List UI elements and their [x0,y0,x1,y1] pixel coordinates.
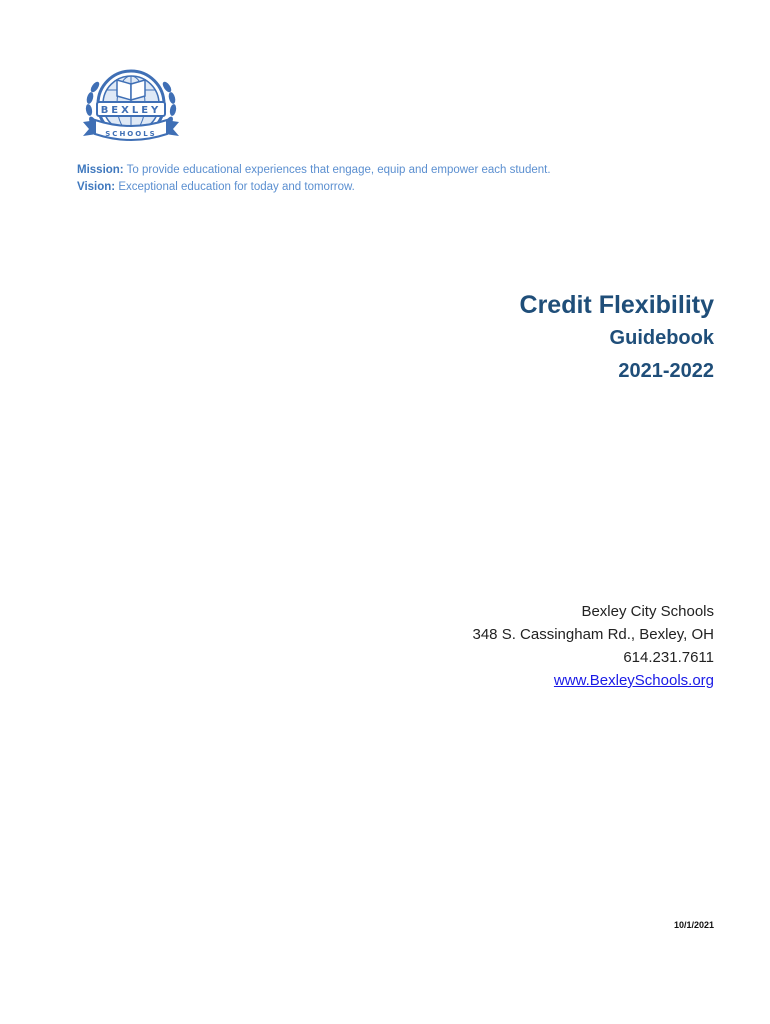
logo-ribbon-text: SCHOOLS [105,130,157,138]
organization-name: Bexley City Schools [581,603,714,620]
mission-vision-block [77,162,551,196]
document-title-block [520,288,714,388]
vision-text: Exceptional education for today and tomorrow. [118,181,355,193]
mission-line [77,162,551,179]
document-subtitle: Guidebook [609,327,714,349]
mission-text: To provide educational experiences that engage, equip and empower each student. [126,164,551,176]
phone-number: 614.231.7611 [623,649,714,666]
contact-block [473,600,715,692]
bexley-schools-logo [79,60,183,150]
website-link[interactable]: www.BexleySchools.org [553,672,714,689]
vision-label: Vision: [77,181,116,193]
document-date: 10/1/2021 [673,920,714,930]
mission-label: Mission: [77,164,124,176]
document-title: Credit Flexibility [519,291,714,319]
logo-top-text: BEXLEY [100,105,162,116]
street-address: 348 S. Cassingham Rd., Bexley, OH [472,626,714,643]
document-year: 2021-2022 [618,360,714,382]
vision-line [77,179,551,196]
